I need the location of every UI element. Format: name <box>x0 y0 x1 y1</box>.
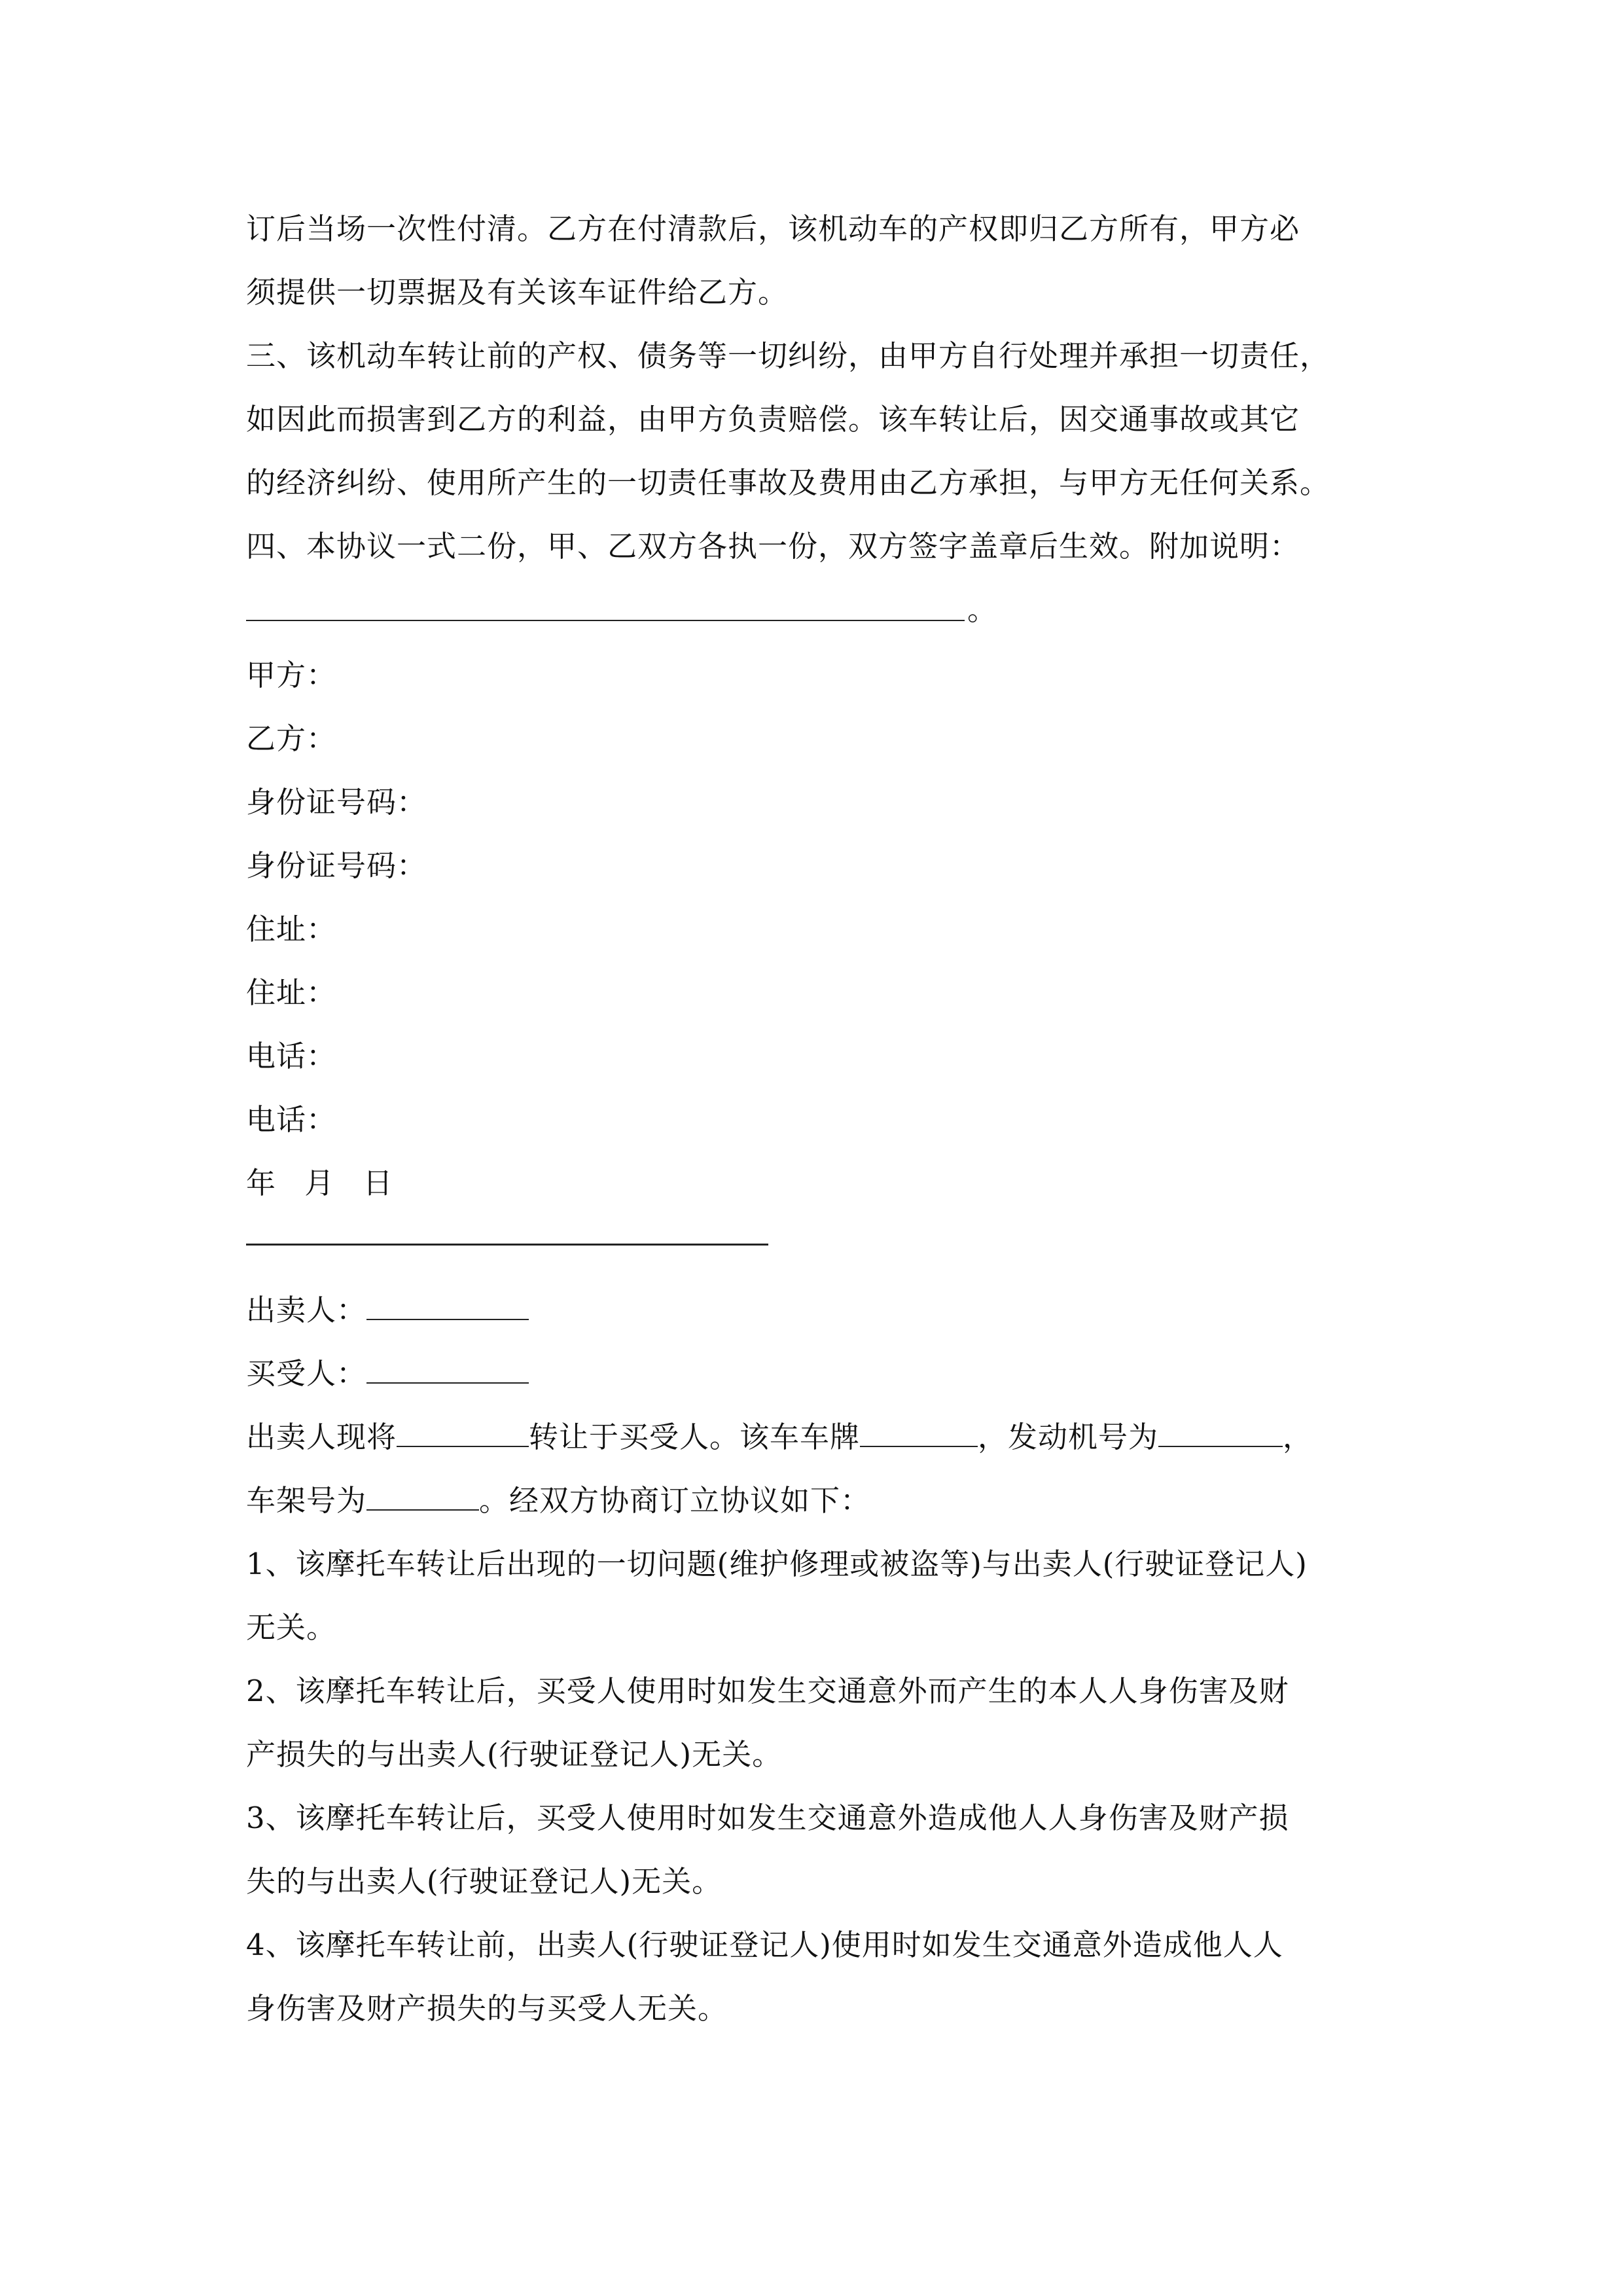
phone-field: 电话： <box>246 1039 337 1073</box>
plate-blank <box>860 1417 978 1447</box>
party-a-field: 甲方： <box>246 658 337 692</box>
buyer-line <box>246 1353 529 1395</box>
term-3-line: 3、该摩托车转让后，买受人使用时如发生交通意外造成他人人身伤害及财产损 <box>246 1801 1289 1835</box>
paragraph-line: 须提供一切票据及有关该车证件给乙方。 <box>246 275 789 310</box>
frame-number-blank <box>366 1480 479 1511</box>
seller-label: 出卖人： <box>246 1293 367 1327</box>
buyer-blank <box>366 1354 529 1384</box>
transfer-line <box>246 1416 1313 1458</box>
section-separator <box>246 1244 768 1246</box>
seller-line <box>246 1289 529 1331</box>
term-3-line: 失的与出卖人(行驶证登记人)无关。 <box>246 1864 722 1899</box>
address-field: 住址： <box>246 975 337 1010</box>
transfer-text: 出卖人现将 <box>246 1420 397 1454</box>
clause-3-line: 三、该机动车转让前的产权、债务等一切纠纷，由甲方自行处理并承担一切责任， <box>246 338 1330 373</box>
transfer-text: 。经双方协商订立协议如下： <box>479 1483 871 1518</box>
term-4-line: 身伤害及财产损失的与买受人无关。 <box>246 1991 728 2026</box>
id-number-field: 身份证号码： <box>246 848 427 883</box>
engine-number-blank <box>1158 1417 1283 1447</box>
transfer-text: ，发动机号为 <box>978 1420 1159 1454</box>
buyer-label: 买受人： <box>246 1356 367 1391</box>
transfer-text: 转让于买受人。该车车牌 <box>529 1420 861 1454</box>
vehicle-blank <box>397 1417 529 1447</box>
transfer-text: 车架号为 <box>246 1483 367 1518</box>
term-2-line: 产损失的与出卖人(行驶证登记人)无关。 <box>246 1737 783 1772</box>
clause-3-line: 如因此而损害到乙方的利益，由甲方负责赔偿。该车转让后，因交通事故或其它 <box>246 402 1300 437</box>
address-field: 住址： <box>246 912 337 946</box>
transfer-text: ， <box>1283 1420 1313 1454</box>
term-2-line: 2、该摩托车转让后，买受人使用时如发生交通意外而产生的本人人身伤害及财 <box>246 1674 1289 1708</box>
supplement-blank-line <box>246 620 965 621</box>
term-4-line: 4、该摩托车转让前，出卖人(行驶证登记人)使用时如发生交通意外造成他人人 <box>246 1928 1283 1962</box>
seller-blank <box>366 1290 529 1320</box>
clause-4-period: 。 <box>967 592 998 627</box>
date-field: 年 月 日 <box>246 1166 397 1200</box>
term-1-line: 1、该摩托车转让后出现的一切问题(维护修理或被盗等)与出卖人(行驶证登记人) <box>246 1547 1308 1581</box>
term-1-line: 无关。 <box>246 1610 337 1645</box>
paragraph-line: 订后当场一次性付清。乙方在付清款后，该机动车的产权即归乙方所有，甲方必 <box>246 211 1300 246</box>
clause-4-line: 四、本协议一式二份，甲、乙双方各执一份，双方签字盖章后生效。附加说明： <box>246 529 1300 564</box>
clause-3-line: 的经济纠纷、使用所产生的一切责任事故及费用由乙方承担，与甲方无任何关系。 <box>246 465 1330 500</box>
transfer-line <box>246 1480 870 1522</box>
phone-field: 电话： <box>246 1102 337 1137</box>
party-b-field: 乙方： <box>246 721 337 756</box>
id-number-field: 身份证号码： <box>246 785 427 819</box>
